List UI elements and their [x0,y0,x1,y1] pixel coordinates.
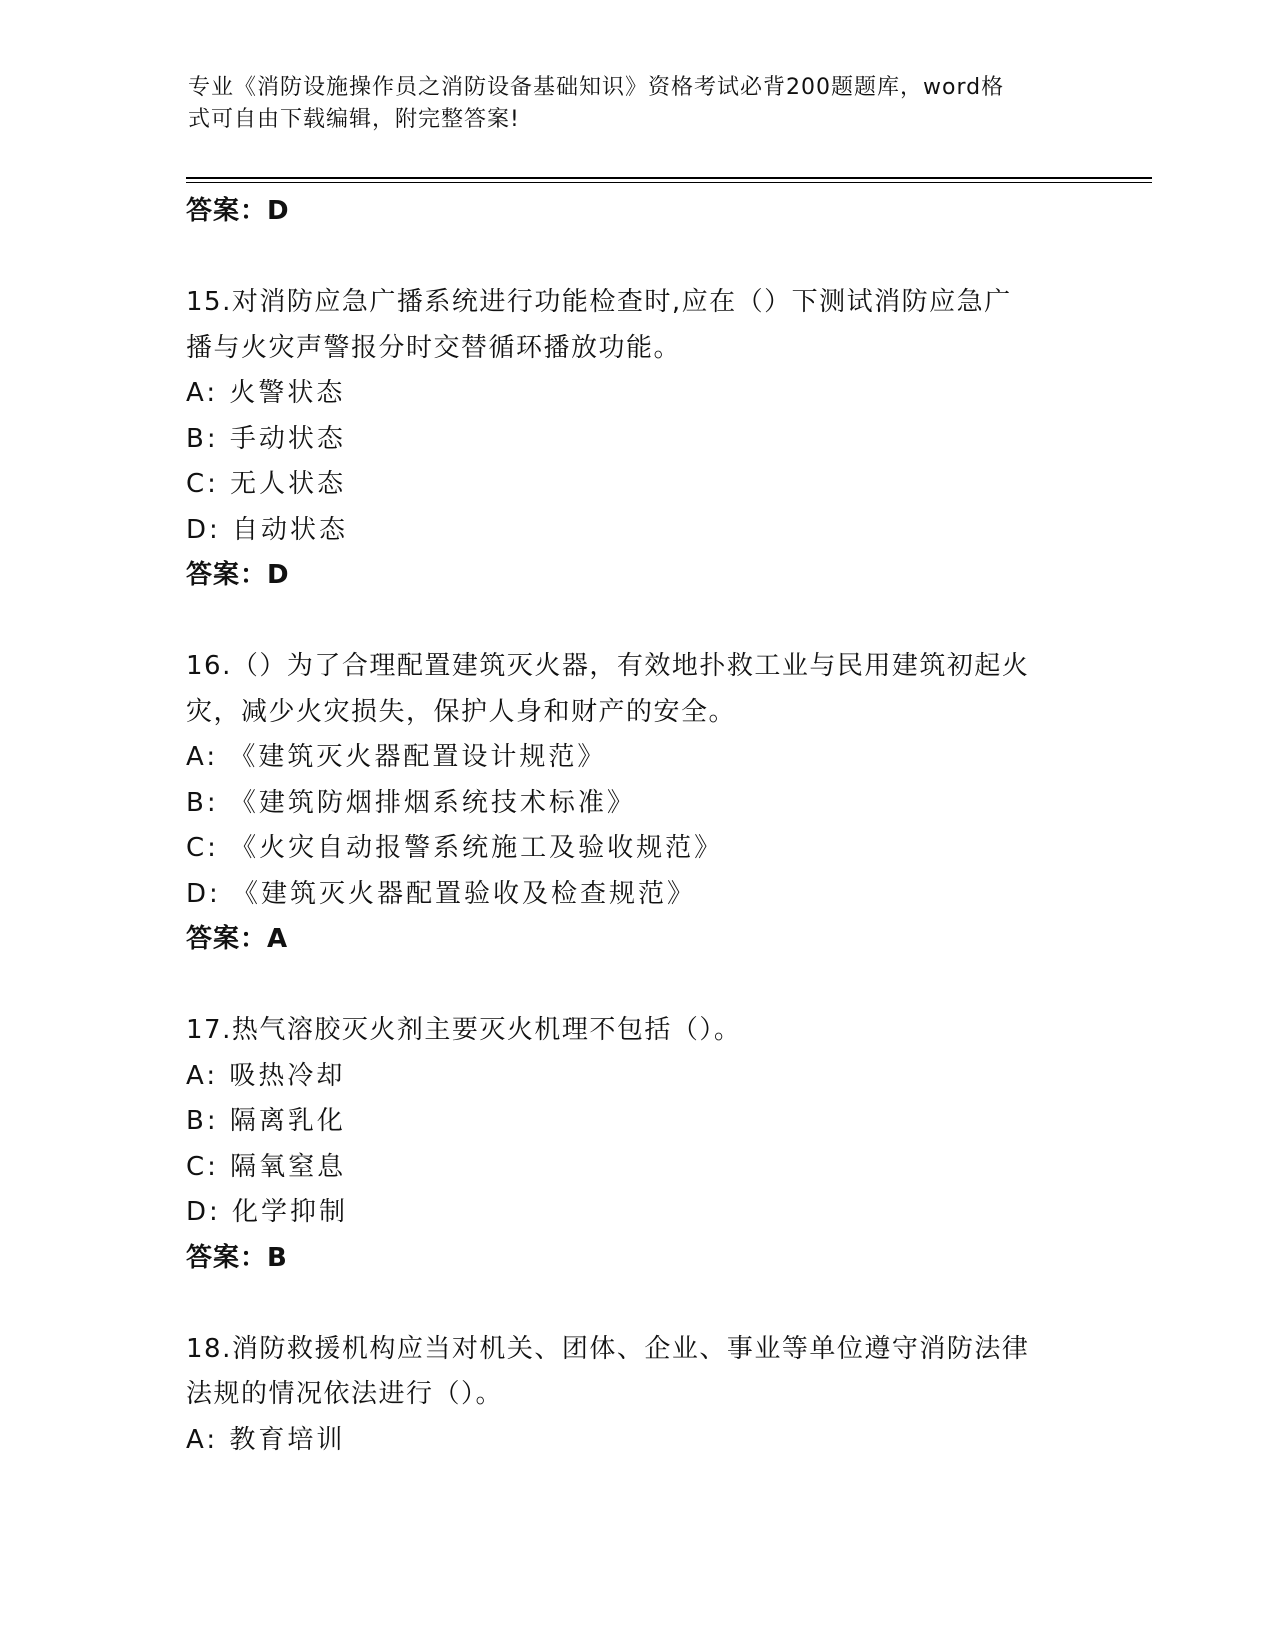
question-stem: 播与火灾声警报分时交替循环播放功能。 [186,332,682,363]
option-c: C: 隔氧窒息 [186,1151,347,1182]
question-block [186,1327,1086,1464]
question-stem: 16.（）为了合理配置建筑灭火器，有效地扑救工业与民用建筑初起火 [186,651,1030,681]
question-stem: 17.热气溶胶灭火剂主要灭火机理不包括（）。 [186,1015,742,1045]
option-d: D: 自动状态 [186,514,349,545]
document-header [188,72,1068,136]
answer-line: 答案：D [186,560,290,590]
spacer [186,599,1086,645]
header-line: 专业《消防设施操作员之消防设备基础知识》资格考试必背200题题库，word格 [188,75,1005,100]
question-block [186,280,1086,599]
option-a: A: 吸热冷却 [186,1060,346,1091]
question-block [186,1008,1086,1281]
header-divider-thin [186,182,1152,183]
answer-line: 答案：B [186,1242,288,1273]
header-line: 式可自由下载编辑，附完整答案! [188,107,520,132]
question-block [186,644,1086,963]
option-d: D: 《建筑灭火器配置验收及检查规范》 [186,878,697,909]
question-stem: 灾，减少火灾损失，保护人身和财产的安全。 [186,696,737,727]
option-b: B: 手动状态 [186,423,346,454]
spacer [186,1281,1086,1327]
option-a: A: 教育培训 [186,1424,346,1455]
option-c: C: 无人状态 [186,469,347,499]
question-list [186,189,1086,1463]
option-c: C: 《火灾自动报警系统施工及验收规范》 [186,833,724,863]
question-stem: 15.对消防应急广播系统进行功能检查时,应在（）下测试消防应急广 [186,287,1012,317]
option-a: A: 《建筑灭火器配置设计规范》 [186,742,607,772]
question-stem: 法规的情况依法进行（）。 [186,1379,504,1409]
option-d: D: 化学抑制 [186,1197,349,1227]
answer-line: 答案：D [186,196,290,226]
option-a: A: 火警状态 [186,378,346,408]
option-b: B: 《建筑防烟排烟系统技术标准》 [186,787,636,818]
answer-line: 答案：A [186,924,289,954]
option-b: B: 隔离乳化 [186,1106,346,1136]
question-stem: 18.消防救援机构应当对机关、团体、企业、事业等单位遵守消防法律 [186,1333,1030,1364]
spacer [186,235,1086,281]
spacer [186,963,1086,1009]
header-divider [186,177,1152,179]
